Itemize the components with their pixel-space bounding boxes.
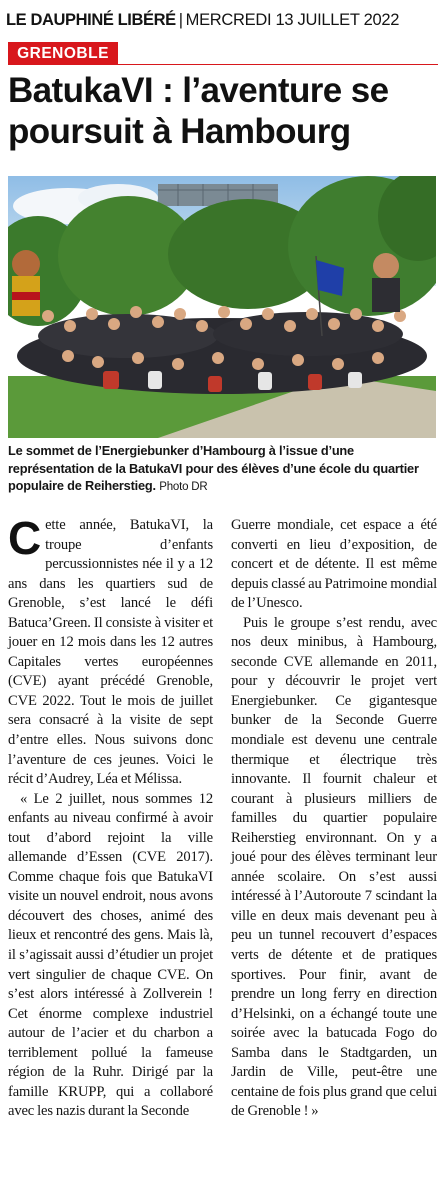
article-paragraph: « Le 2 juillet, nous sommes 12 enfants au niveau confirmé à avoir tout d’abord rejoint la ville allemande d’Essen (CVE 2017). Comme chaque fois que BatukaVI visite un nouvel endroit, nous avons découvert des choses, animé des lieux et rencontré des gens. Mais là, il s’agissait aussi d’étudier un projet vert singulier de chaque CVE. On s’est alors intéressé à Zollverein ! Cet énorme complexe industriel autour de l’acier et du charbon a terriblement pollué la fameuse région de la Ruhr. Dirigé par la famille KRUPP, qui a collaboré avec les nazis durant la Seconde <box>8 790 213 1120</box>
article-paragraph: Puis le groupe s’est rendu, avec nos deux minibus, à Hambourg, seconde CVE allemande en 2011, pour y découvrir le projet vert Energiebunker. Ce gigantesque bunker de la Seconde Guerre mondiale est devenu une centrale thermique et électrique très innovante. Il fournit chaleur et courant à plusieurs milliers de familles du quartier populaire Reiherstieg environnant. On y a joué pour des élèves terminant leur année scolaire. On s’est aussi intéressé à l’Autoroute 7 scindant la ville en deux mais devenant peu à peu un tunnel recouvert d’espaces verts de détente et de pratiques sportives. Pour finir, avant de prendre un long ferry en direction d’Helsinki, on a échangé toute une soirée avec la batucada Fogo do Samba dans le Stadtgarden, un Jardin de Ville, peut-être une centaine de fois plus grand que celui de Grenoble ! » <box>231 614 437 1120</box>
photo-caption <box>8 442 438 497</box>
photo-crowd <box>17 306 427 394</box>
caption-text: Le sommet de l’Energiebunker d’Hambourg à l’issue d’une représentation de la BatukaVI pour des élèves d’une école du quartier populaire de Reiherstieg. <box>8 443 419 493</box>
article-paragraph <box>8 512 213 790</box>
masthead-separator: | <box>178 11 183 29</box>
photo-puppet-right <box>372 253 400 312</box>
rubric-underline <box>118 64 438 65</box>
photo-credit: Photo DR <box>159 481 208 493</box>
newspaper-name: LE DAUPHINÉ LIBÉRÉ <box>6 11 176 29</box>
photo-puppet-left <box>12 250 40 316</box>
drop-cap: C <box>8 512 42 564</box>
article-column-right <box>231 516 437 1122</box>
article-column-left <box>8 512 213 1122</box>
article-photo <box>8 176 436 438</box>
publication-date: MERCREDI 13 JUILLET 2022 <box>185 11 400 29</box>
paragraph-text: ette année, BatukaVI, la troupe d’enfants percussionnistes née il y a 12 ans dans les quartiers sud de Grenoble, s’est lancé le défi Batuca’Green. Il consiste à visiter et jouer en 12 mois dans les 12 autres Capitales vertes européennes (CVE) ayant précédé Grenoble, CVE 2022. Tout le mois de juillet sera consacré à la visite de sept d’entre elles. Nous suivons donc l’aventure de ces jeunes. Voici le récit d’Audrey, Léa et Mélissa. <box>8 517 213 788</box>
article-paragraph: Guerre mondiale, cet espace a été converti en lieu d’exposition, de concert et de détente. Il est même depuis classé au Patrimoine mondial de l’Unesco. <box>231 517 437 612</box>
masthead <box>6 8 438 32</box>
section-rubric: GRENOBLE <box>8 42 118 65</box>
article-headline: BatukaVI : l’aventure se poursuit à Hambourg <box>8 71 389 151</box>
